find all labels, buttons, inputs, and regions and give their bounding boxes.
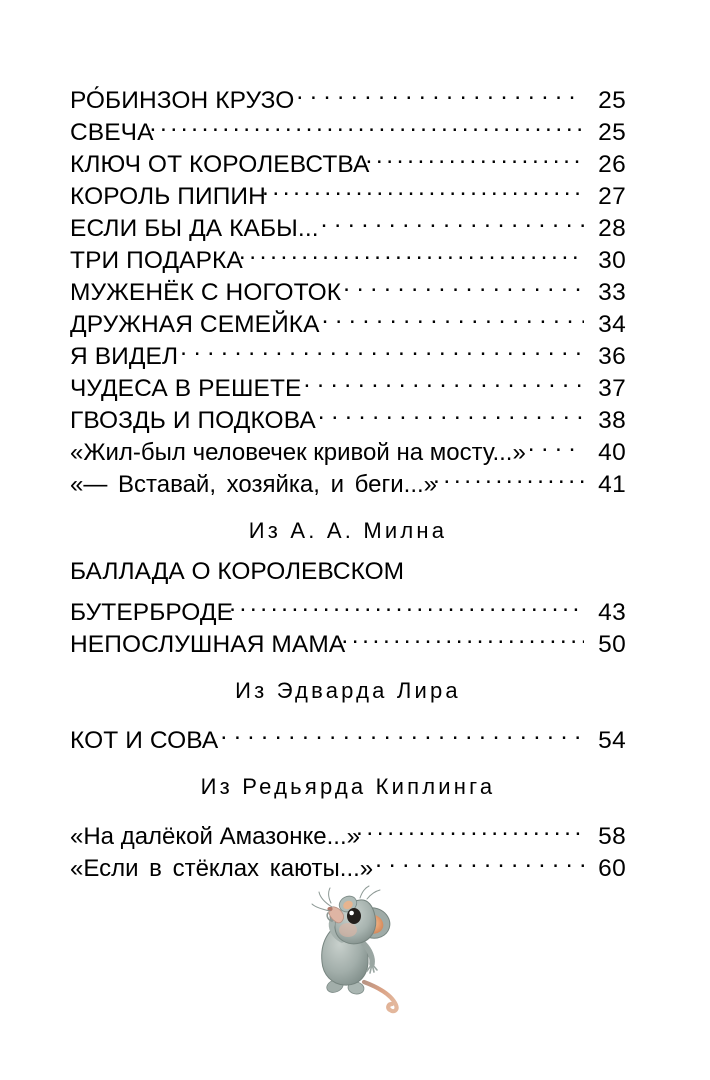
toc-entry-page: 28 — [598, 215, 626, 242]
section-heading-text: Из А. А. Милна — [248, 518, 448, 543]
toc-entry-title: КОРОЛЬ ПИПИН — [70, 183, 266, 210]
leader-dots — [322, 300, 584, 332]
mouse-illustration — [288, 878, 428, 1018]
toc-entry-title: «Если в стёклах каюты...» — [70, 855, 374, 882]
toc-entry-title: «— Вставай, хозяйка, и беги...» — [70, 471, 437, 498]
toc-entry-page: 50 — [598, 631, 626, 658]
mouse-eye-highlight — [349, 911, 354, 916]
table-of-contents — [70, 76, 626, 882]
spacer — [70, 707, 626, 716]
leader-dots — [433, 460, 584, 492]
toc-entry-page: 27 — [598, 183, 626, 210]
toc-entry-title: «Жил-был человечек кривой на мосту...» — [70, 439, 526, 466]
toc-entry-title: Я ВИДЕЛ — [70, 343, 179, 370]
leader-dots — [150, 108, 584, 140]
toc-entry-page: 54 — [598, 727, 626, 754]
toc-entry-title: «На далёкой Амазонке...» — [70, 823, 360, 850]
toc-entry-title: РО́БИНЗОН КРУЗО — [70, 87, 295, 114]
section-heading-lear — [70, 675, 626, 707]
toc-entry-page: 58 — [598, 823, 626, 850]
section-heading-milne — [70, 515, 626, 547]
toc-entry-title: ТРИ ПОДАРКА — [70, 247, 243, 274]
spacer — [70, 803, 626, 812]
toc-entry[interactable] — [70, 716, 626, 754]
section-heading-text: Из Редьярда Киплинга — [200, 774, 496, 799]
toc-entry-page: 26 — [598, 151, 626, 178]
leader-dots — [303, 364, 584, 396]
toc-entry-title: КОТ И СОВА — [70, 727, 219, 754]
leader-dots — [318, 396, 584, 428]
toc-entry-title: СВЕЧА — [70, 119, 154, 146]
leader-dots — [321, 204, 584, 236]
toc-entry-page: 34 — [598, 311, 626, 338]
mouse-cheek — [339, 923, 357, 937]
toc-entry-page: 25 — [598, 87, 626, 114]
toc-entry-page: 25 — [598, 119, 626, 146]
toc-entry-page: 60 — [598, 855, 626, 882]
leader-dots — [375, 844, 584, 876]
toc-entry-page: 40 — [598, 439, 626, 466]
toc-entry[interactable] — [70, 108, 626, 146]
mouse-tail — [364, 982, 397, 1011]
toc-entry-title: МУЖЕНЁК С НОГОТОК — [70, 279, 342, 306]
leader-dots — [343, 268, 584, 300]
leader-dots — [296, 76, 584, 108]
toc-entry-title: ГВОЗДЬ И ПОДКОВА — [70, 407, 316, 434]
toc-entry[interactable] — [70, 588, 626, 626]
toc-entry-title: БУТЕРБРОДЕ — [70, 599, 234, 626]
section-heading-text: Из Эдварда Лира — [235, 678, 461, 703]
toc-entry-page: 33 — [598, 279, 626, 306]
toc-entry[interactable] — [70, 812, 626, 850]
toc-entry-title-continued: БАЛЛАДА О КОРОЛЕВСКОМ — [70, 558, 405, 585]
toc-entry-title: ДРУЖНАЯ СЕМЕЙКА — [70, 311, 320, 338]
toc-entry-title: НЕПОСЛУШНАЯ МАМА — [70, 631, 346, 658]
spacer — [70, 547, 626, 556]
toc-entry-page: 30 — [598, 247, 626, 274]
section-heading-kipling — [70, 771, 626, 803]
leader-dots — [180, 332, 584, 364]
leader-dots — [229, 588, 584, 620]
leader-dots — [341, 620, 584, 652]
toc-entry-page: 38 — [598, 407, 626, 434]
leader-dots — [356, 812, 584, 844]
leader-dots — [239, 236, 584, 268]
mouse-eye — [347, 908, 361, 924]
toc-entry-title: ЕСЛИ БЫ ДА КАБЫ... — [70, 215, 319, 242]
leader-dots — [528, 428, 584, 460]
toc-entry-page: 36 — [598, 343, 626, 370]
mouse-hand-right — [367, 964, 377, 973]
toc-entry-title: КЛЮЧ ОТ КОРОЛЕВСТВА — [70, 151, 370, 178]
toc-entry-page: 37 — [598, 375, 626, 402]
leader-dots — [220, 716, 584, 748]
toc-entry-title: ЧУДЕСА В РЕШЕТЕ — [70, 375, 302, 402]
toc-entry-title-line1[interactable] — [70, 556, 626, 588]
toc-entry[interactable] — [70, 76, 626, 114]
toc-entry-page: 43 — [598, 599, 626, 626]
leader-dots — [262, 172, 584, 204]
leader-dots — [365, 140, 584, 172]
toc-entry-page: 41 — [598, 471, 626, 498]
